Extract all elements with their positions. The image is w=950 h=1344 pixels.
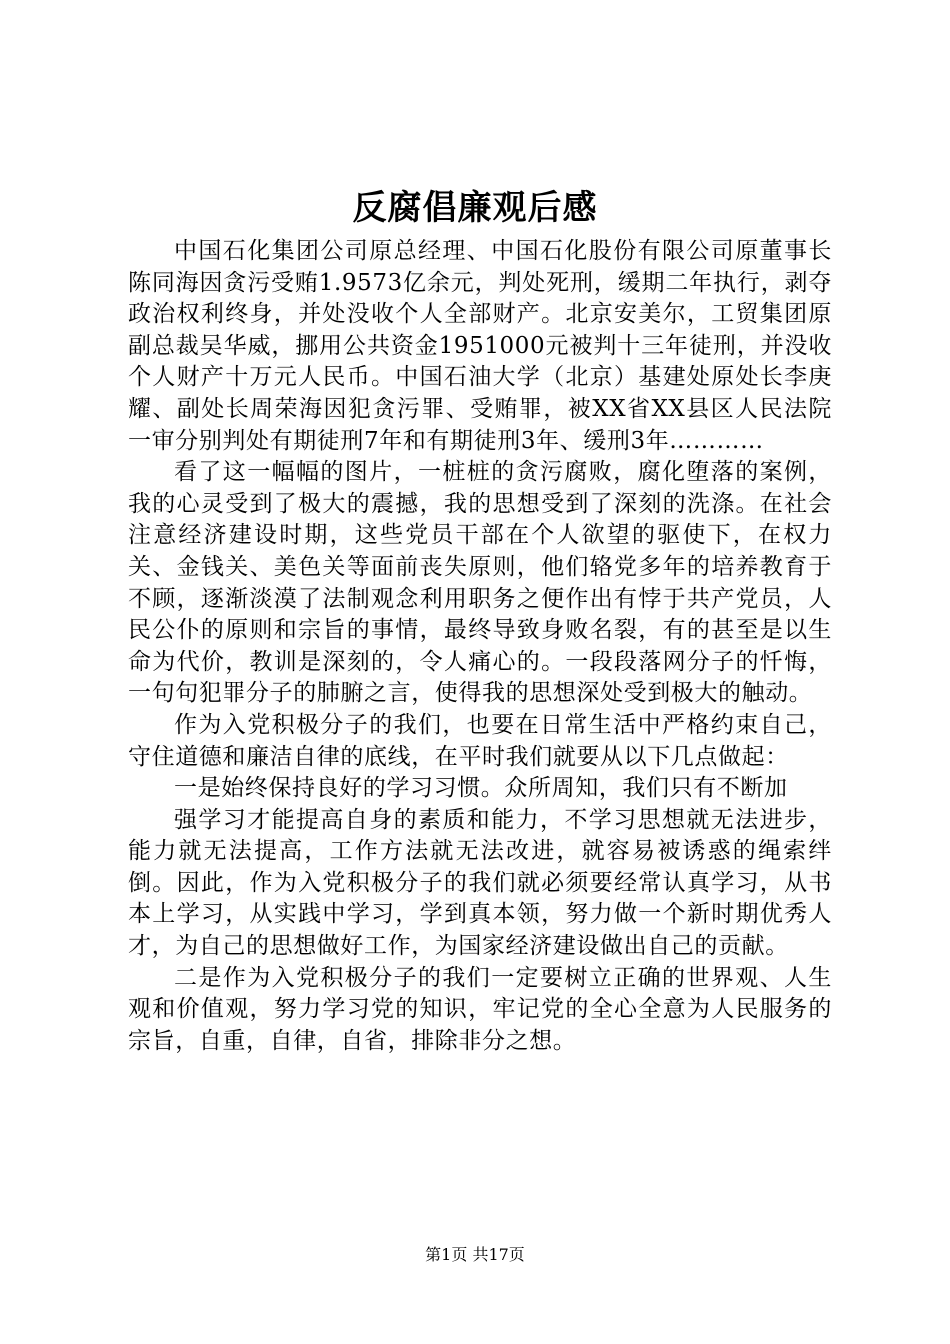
paragraph-2: 看了这一幅幅的图片，一桩桩的贪污腐败，腐化堕落的案例，我的心灵受到了极大的震撼，我的思想受到了深刻的洗涤。在社会注意经济建设时期，这些党员干部在个人欲望的驱使下，在权力关、金钱关、美色关等面前丧失原则，他们辂党多年的培养教育于不顾，逐渐淡漠了法制观念利用职务之便作出有悖于共产党员，人民公仆的原则和宗旨的事情，最终导致身败名裂，有的甚至是以生命为代价，教训是深刻的，令人痛心的。一段段落网分子的忏悔，一句句犯罪分子的肺腑之言，使得我的思想深处受到极大的触动。 xyxy=(128,459,832,707)
page-number-footer: 第1页 共17页 xyxy=(425,1245,525,1264)
paragraph-4: 一是始终保持良好的学习习惯。众所周知，我们只有不断加 xyxy=(174,775,788,802)
paragraph-3: 作为入党积极分子的我们，也要在日常生活中严格约束自己，守住道德和廉洁自律的底线，在平时我们就要从以下几点做起： xyxy=(128,711,832,770)
document-body xyxy=(128,236,832,1057)
document-title: 反腐倡廉观后感 xyxy=(352,188,598,228)
paragraph-6: 二是作为入党积极分子的我们一定要树立正确的世界观、人生观和价值观，努力学习党的知识，牢记党的全心全意为人民服务的宗旨，自重，自律，自省，排除非分之想。 xyxy=(128,964,832,1054)
paragraph-1: 中国石化集团公司原总经理、中国石化股份有限公司原董事长陈同海因贪污受贿1.9573亿余元，判处死刑，缓期二年执行，剥夺政治权利终身，并处没收个人全部财产。北京安美尔，工贸集团原副总裁吴华威，挪用公共资金1951000元被判十三年徒刑，并没收个人财产十万元人民币。中国石油大学（北京）基建处原处长李庚耀、副处长周荣海因犯贪污罪、受贿罪，被XX省XX县区人民法院一审分别判处有期徒刑7年和有期徒刑3年、缓刑3年………… xyxy=(128,238,832,454)
paragraph-5: 强学习才能提高自身的素质和能力，不学习思想就无法进步，能力就无法提高，工作方法就无法改进，就容易被诱惑的绳索绊倒。因此，作为入党积极分子的我们就必须要经常认真学习，从书本上学习，从实践中学习，学到真本领，努力做一个新时期优秀人才，为自己的思想做好工作，为国家经济建设做出自己的贡献。 xyxy=(128,806,832,960)
